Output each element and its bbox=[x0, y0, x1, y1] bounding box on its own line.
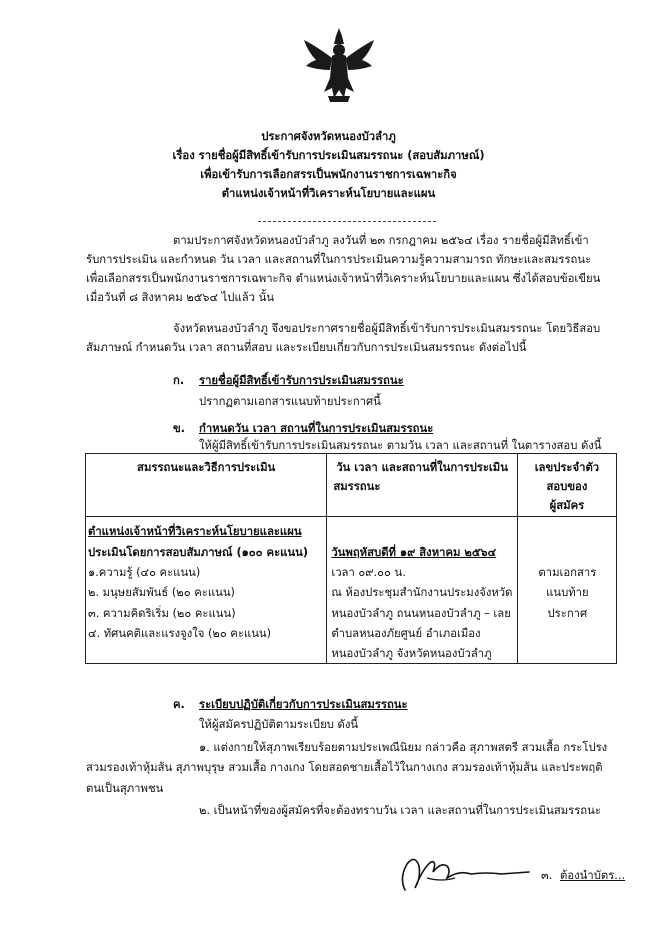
section-a-body: ปรากฏตามเอกสารแนบท้ายประกาศนี้ bbox=[199, 395, 381, 408]
criteria-item: ๔. ทัศนคติและแรงจูงใจ (๒๐ คะแนน) bbox=[88, 627, 272, 640]
section-c-heading: ระเบียบปฏิบัติเกี่ยวกับการประเมินสมรรถนะ bbox=[199, 698, 408, 711]
garuda-emblem-icon bbox=[302, 26, 376, 106]
section-b-body: ให้ผู้มีสิทธิ์เข้ารับการประเมินสมรรถนะ ตามวัน เวลา และสถานที่ ในตารางสอบ ดังนี้ bbox=[199, 439, 602, 452]
table-header-row bbox=[86, 454, 617, 517]
schedule-cell bbox=[327, 517, 518, 664]
rule-1-line-2: สวมรองเท้าหุ้มส้น สุภาพบุรุษ สวมเสื้อ กางเกง โดยสอดชายเสื้อไว้ในกางเกง สวมรองเท้าหุ้มส้น และประพฤติ bbox=[86, 761, 603, 774]
exam-venue-line: หนองบัวลำภู จังหวัดหนองบัวลำภู bbox=[331, 647, 492, 660]
exam-venue-line: ตำบลหนองภัยศูนย์ อำเภอเมือง bbox=[331, 627, 481, 640]
exam-date: วันพฤหัสบดีที่ ๑๙ สิงหาคม ๒๕๖๔ bbox=[331, 546, 497, 559]
announcement-subject: เรื่อง รายชื่อผู้มีสิทธิ์เข้ารับการประเมินสมรรถนะ (สอบสัมภาษณ์) bbox=[172, 149, 485, 162]
next-page-marker: ๓. bbox=[541, 869, 553, 882]
candidate-id-note: ตามเอกสาร bbox=[538, 566, 597, 579]
rule-1-line-3: ตนเป็นสุภาพชน bbox=[86, 782, 164, 795]
handwritten-signature bbox=[397, 848, 532, 898]
intro-line-2: รับการประเมิน และกำหนด วัน เวลา และสถานที่ในการประเมินความรู้ความสามารถ ทักษะและสมรรถนะ bbox=[86, 253, 592, 266]
intro-line-1: ตามประกาศจังหวัดหนองบัวลำภู ลงวันที่ ๒๓ กรกฎาคม ๒๕๖๔ เรื่อง รายชื่อผู้มีสิทธิ์เข้า bbox=[173, 234, 589, 247]
exam-venue-line: ณ ห้องประชุมสำนักงานประมงจังหวัด bbox=[331, 586, 513, 599]
table-row bbox=[86, 517, 617, 664]
section-b-heading: กำหนดวัน เวลา สถานที่ในการประเมินสมรรถนะ bbox=[199, 422, 434, 435]
intro-line-3: เพื่อเลือกสรรเป็นพนักงานราชการเฉพาะกิจ ตำแหน่งเจ้าหน้าที่วิเคราะห์นโยบายและแผน ซึ่งได้สอบข้อเขียน bbox=[86, 272, 601, 285]
section-a-heading: รายชื่อผู้มีสิทธิ์เข้ารับการประเมินสมรรถนะ bbox=[199, 374, 404, 387]
section-c-marker: ค. bbox=[173, 698, 185, 711]
table-header-candidate-id: เลขประจำตัว สอบของ ผู้สมัคร bbox=[517, 454, 616, 517]
exam-time: เวลา ๐๙.๐๐ น. bbox=[331, 566, 406, 579]
rule-1-line-1: ๑. แต่งกายให้สุภาพเรียบร้อยตามประเพณีนิยม กล่าวคือ สุภาพสตรี สวมเสื้อ กระโปรง bbox=[199, 741, 608, 754]
section-c-body: ให้ผู้สมัครปฏิบัติตามระเบียบ ดังนี้ bbox=[199, 718, 359, 731]
criteria-item: ๒. มนุษยสัมพันธ์ (๒๐ คะแนน) bbox=[88, 586, 235, 599]
announcement-issuer: ประกาศจังหวัดหนองบัวลำภู bbox=[261, 130, 396, 143]
section-b-marker: ข. bbox=[173, 422, 186, 435]
candidate-id-cell bbox=[517, 517, 616, 664]
competency-cell bbox=[86, 517, 327, 664]
section-a-marker: ก. bbox=[173, 374, 185, 387]
criteria-item: ๑.ความรู้ (๔๐ คะแนน) bbox=[88, 566, 201, 579]
schedule-table bbox=[85, 453, 617, 664]
candidate-id-note: แนบท้าย bbox=[546, 586, 589, 599]
rule-2: ๒. เป็นหน้าที่ของผู้สมัครที่จะต้องทราบวัน เวลา และสถานที่ในการประเมินสมรรถนะ bbox=[199, 804, 601, 817]
exam-venue-line: หนองบัวลำภู ถนนหนองบัวลำภู – เลย bbox=[331, 607, 511, 620]
intro-line-4: เมื่อวันที่ ๘ สิงหาคม ๒๕๖๔ ไปแล้ว นั้น bbox=[86, 291, 275, 304]
heading-divider bbox=[258, 221, 436, 222]
para2-line-2: สัมภาษณ์ กำหนดวัน เวลา สถานที่สอบ และระเบียบเกี่ยวกับการประเมินสมรรถนะ ดังต่อไปนี้ bbox=[86, 341, 527, 354]
position-title: ตำแหน่งเจ้าหน้าที่วิเคราะห์นโยบายและแผน bbox=[88, 525, 302, 538]
table-header-competency: สมรรถนะและวิธีการประเมิน bbox=[86, 454, 327, 517]
table-header-schedule: วัน เวลา และสถานที่ในการประเมิน สมรรถนะ bbox=[327, 454, 518, 517]
candidate-id-note: ประกาศ bbox=[547, 607, 588, 620]
next-page-text: ต้องนำบัตร... bbox=[560, 869, 626, 882]
assessment-method: ประเมินโดยการสอบสัมภาษณ์ (๑๐๐ คะแนน) bbox=[88, 546, 309, 559]
criteria-item: ๓. ความคิดริเริ่ม (๒๐ คะแนน) bbox=[88, 607, 236, 620]
para2-line-1: จังหวัดหนองบัวลำภู จึงขอประกาศรายชื่อผู้มีสิทธิ์เข้ารับการประเมินสมรรถนะ โดยวิธีสอบ bbox=[173, 322, 601, 335]
announcement-purpose: เพื่อเข้ารับการเลือกสรรเป็นพนักงานราชการเฉพาะกิจ bbox=[200, 168, 457, 181]
announcement-position: ตำแหน่งเจ้าหน้าที่วิเคราะห์นโยบายและแผน bbox=[221, 187, 436, 200]
